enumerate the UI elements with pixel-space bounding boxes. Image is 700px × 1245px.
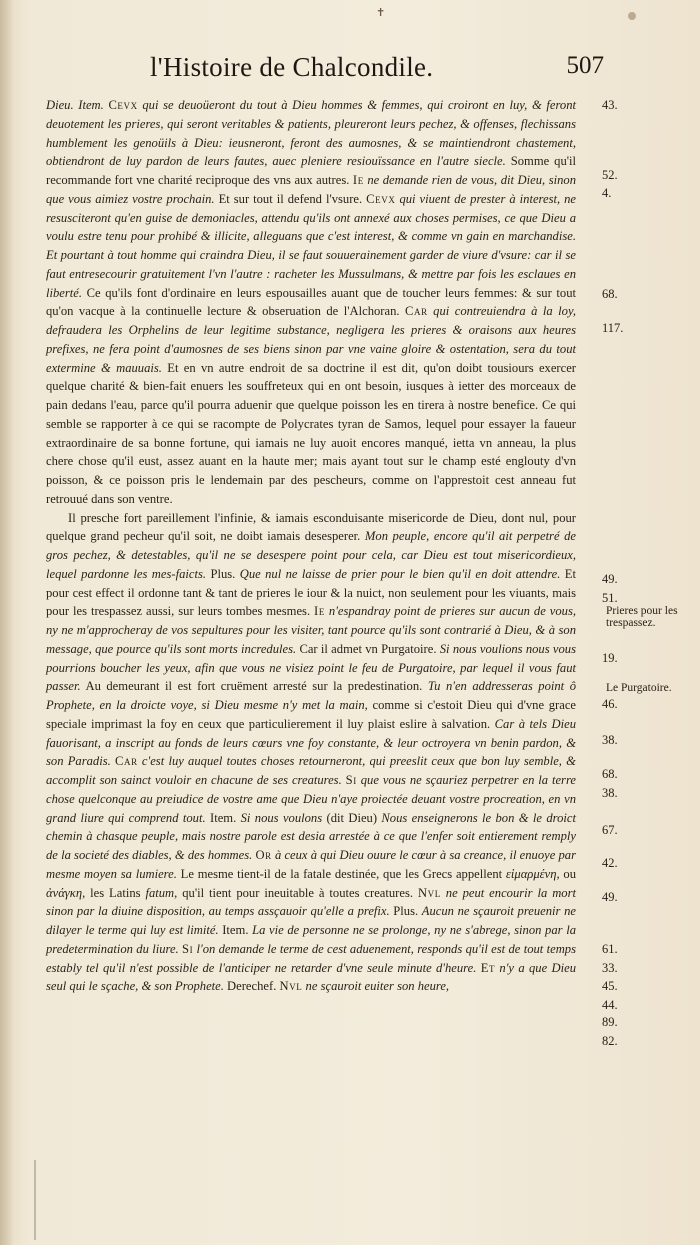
body-paragraph	[46, 509, 576, 997]
margin-reference-number: 33.	[602, 961, 618, 975]
italic-quotation: Mon peuple, encore qu'il ait perpetré de gros pechez, & detestables, qu'il ne se desespere point pour cela, car Dieu est tout misericordieux, lequel pardonne les mes-faicts.	[46, 529, 577, 581]
roman-text: Ce qu'ils font d'ordinaire en leurs espousailles auant que de toucher leurs femmes: & sur tout qu'on vacque à la continuelle lecture & obseruation de l'Alchoran.	[46, 285, 576, 319]
small-caps-word: Nvl	[279, 979, 303, 994]
small-caps-word: Or	[255, 848, 272, 862]
margin-reference-number: 4.	[602, 186, 612, 200]
roman-text: , les Latins	[82, 885, 146, 900]
roman-text: Somme qu'il recommande fort vne charité reciproque des vns aux autres.	[46, 154, 577, 187]
margin-reference-number: 89.	[602, 1015, 618, 1029]
italic-quotation: n'y a que Dieu seul qui le sçache, & son Prophete.	[46, 960, 576, 994]
roman-text: (dit Dieu)	[322, 810, 382, 825]
small-caps-word: Cevx	[108, 98, 138, 112]
margin-reference-number: 49.	[602, 890, 618, 904]
margin-reference-number: 51.	[602, 591, 618, 605]
body-paragraph	[46, 96, 576, 509]
margin-reference-number: 19.	[602, 651, 618, 665]
margin-reference-number: 68.	[602, 767, 618, 781]
italic-quotation: ne peut encourir la mort sinon par la diuine disposition, au temps assçauoir qu'elle a prefix.	[46, 885, 576, 919]
small-caps-word: Nvl	[417, 885, 441, 900]
italic-quotation: n'espandray point de prieres sur aucun de vous, ny ne m'approcheray de vos sepultures pour les visiter, tant pource qu'ils sont contrarié à Dieu, & à son message, que pource qu'ils sont morts incredules.	[46, 604, 576, 656]
roman-text: Le mesme tient-il de la fatale destinée, que les Grecs appellent	[176, 866, 506, 881]
margin-note: Le Purgatoire.	[606, 682, 672, 694]
italic-quotation: que vous ne sçauriez perpetrer en la terre chose quelconque au preiudice de vostre ame que Dieu n'aye proiectée deuant vostre procreation, en vn grand liure qui comprend tout.	[46, 773, 576, 825]
margin-reference-number: 61.	[602, 942, 618, 956]
margin-reference-number: 52.	[602, 168, 618, 182]
roman-text: Item.	[218, 923, 253, 937]
ink-stain	[628, 12, 636, 20]
small-caps-word: Ie	[352, 173, 364, 187]
italic-quotation: Tu n'en addresseras point ô Prophete, en la droicte voye, si Dieu mesme n'y met la main,	[46, 679, 577, 712]
italic-quotation: qui viuent de prester à interest, ne resusciteront qu'en guise de demoniacles, attendu qu'ils ont annexé aux choses permises, ce que Dieu a voulu estre tenu pour prohibé & illicite, alleguans que c'est interest, & comme vn gain en marchandise. Et pourtant à tout homme qui craindra Dieu, il se faut souuerainement garder de viure d'vsure: car il se faut entresecourir gratuitement l'vn l'autre : racheter les Mussulmans, & mettre par fois les esclaues en liberté.	[46, 191, 576, 300]
italic-quotation: Si nous voulions nous vous pourrions boucher les yeux, afin que vous ne visiez point le feu de Purgatoire, par lequel il vous faut passer.	[46, 641, 576, 694]
italic-quotation: εἱμαρμένη	[505, 866, 557, 881]
italic-quotation: La vie de personne ne se prolonge, ny ne s'abrege, sinon par la predetermination du liure.	[46, 923, 576, 956]
roman-text: Plus.	[206, 566, 240, 581]
margin-reference-number: 117.	[602, 321, 624, 335]
margin-reference-number: 45.	[602, 979, 618, 993]
margin-reference-number: 44.	[602, 998, 618, 1012]
roman-text: Et sur tout il defend l'vsure.	[214, 191, 367, 206]
roman-text: comme si c'estoit Dieu qui d'vne grace speciale imprimast la foy en ceux que particulierement il luy plaist eslire à salvation.	[46, 698, 577, 731]
italic-quotation: à ceux à qui Dieu ouure le cœur à sa creance, il enuoye par mesme moyen sa lumiere.	[46, 848, 577, 881]
roman-text: Plus.	[389, 904, 422, 919]
margin-reference-number: 82.	[602, 1034, 618, 1048]
italic-quotation: qui contreuiendra à la loy, defraudera les Orphelins de leur legitime substance, negligera les prieres & oraisons aux heures prefixes, ne fera point d'aumosnes de ses biens sinon par vne vaine gloire & ostentation, sera du tout extermine & mauuais.	[46, 304, 576, 375]
margin-reference-number: 43.	[602, 98, 618, 112]
margin-reference-number: 42.	[602, 856, 618, 870]
margin-reference-number: 38.	[602, 786, 618, 800]
italic-quotation: Si nous voulons	[240, 810, 323, 825]
running-title: l'Histoire de Chalcondile.	[150, 52, 434, 82]
page-edge-mark	[34, 1160, 36, 1240]
roman-text: Et pour cest effect il ordonne tant & tant de prieres le iour & la nuict, non seulement pour les viuants, mais pour les trespassez aussi, sur leurs tombes mesmes.	[46, 566, 576, 619]
italic-quotation: l'on demande le terme de cest aduenement, responds qu'il est de tout temps estably tel qu'il n'est possible de l'anticiper ne retarder d'vne seule minute d'heure.	[46, 941, 576, 975]
small-caps-word: Cevx	[366, 191, 396, 206]
roman-text: Item.	[205, 810, 241, 825]
roman-text: , qu'il tient pour ineuitable à toutes creatures.	[174, 885, 418, 900]
margin-reference-number: 68.	[602, 287, 618, 301]
italic-quotation: qui se deuoüeront du tout à Dieu hommes & femmes, qui croiront en luy, & feront deuotement les prieres, qui seront veritables & patients, pleureront leurs pechez, & offenses, flechissans humblement les genoüils à Dieu: ieusneront, feront des aumosnes, & se maintiendront chastement, obtiendront de luy pardon de leurs fautes, auec pleniere resiouïssance en l'autre siecle.	[46, 98, 576, 169]
roman-text: , ou	[556, 866, 576, 881]
italic-quotation: Aucun ne sçauroit preuenir ne dilayer le terme qui luy est limité.	[46, 904, 576, 937]
small-caps-word: Si	[182, 941, 194, 956]
roman-text: Il presche fort pareillement l'infinie, & iamais esconduisante misericorde de Dieu, dont nul, pour quelque grand pecheur qu'il soit, ne doibt iamais desesperer.	[46, 510, 576, 544]
page-header	[150, 52, 604, 92]
small-caps-word: Et	[480, 960, 496, 975]
italic-quotation: ἀνάγκη	[46, 885, 83, 900]
italic-quotation: ne sçauroit euiter son heure,	[302, 979, 450, 994]
italic-quotation: Que nul ne laisse de prier pour le bien qu'il en doit attendre.	[239, 566, 561, 581]
roman-text: Au demeurant il est fort cruëment arresté sur la predestination.	[80, 679, 428, 694]
margin-reference-number: 67.	[602, 823, 618, 837]
small-caps-word: Car	[405, 304, 428, 319]
italic-quotation: Car à tels Dieu fauorisant, a inscript au fonds de leurs cœurs vne foy constante, & leur octroyera vn benin pardon, & son Paradis.	[46, 716, 577, 769]
italic-quotation: c'est luy auquel toutes choses retourneront, qui preeslit ceux que bon luy semble, & accomplit son sainct vouloir en chacune de ses creatures.	[46, 754, 576, 787]
italic-quotation: Nous enseignerons le bon & le droict chemin à chasque peuple, mais nostre parole est desia arrestée à ce que l'enfer soit entierement remply de la societé des diables, & des hommes.	[46, 810, 576, 862]
corner-mark: ✝	[376, 6, 386, 19]
italic-quotation: Dieu. Item.	[46, 98, 109, 112]
page-number: 507	[566, 52, 604, 79]
margin-reference-number: 38.	[602, 733, 618, 747]
margin-reference-number: 49.	[602, 572, 618, 586]
body-text	[46, 96, 576, 996]
roman-text: Et en vn autre endroit de sa doctrine il est dit, qu'on doibt tousiours exercer quelque charité & bien-fait enuers les souffreteux qui en ont besoin, iusques à ietter des morceaux de pain dedans l'eau, parce qu'il pourra aduenir que quelque poisson les en tirera à nostre benefice. Ce qui semble se rapporter à ce qui se racompte de Polycrates tyran de Samos, lequel pour essayer la faueur extraordinaire de sa bonne fortune, qui iamais ne luy auoit encores manqué, ietta vn anneau, la plus chere chose qu'il eust, assez auant en la haute mer; mais ayant tout sur le champ esté englouty d'vn poisson, & ce poisson pris le lendemain par des pescheurs, comme on l'apprestoit cest anneau fut retrouué dans son ventre.	[46, 360, 576, 506]
italic-quotation: fatum	[145, 885, 175, 900]
margin-note: Prieres pour les trespassez.	[606, 605, 678, 629]
margin-reference-number: 46.	[602, 697, 618, 711]
small-caps-word: Si	[345, 773, 357, 787]
roman-text: Car il admet vn Purgatoire.	[296, 641, 440, 656]
small-caps-word: Car	[115, 754, 138, 769]
roman-text: Derechef.	[223, 979, 280, 994]
page-binding-shadow	[0, 0, 14, 1245]
small-caps-word: Ie	[314, 604, 325, 619]
italic-quotation: ne demande rien de vous, dit Dieu, sinon que vous aimiez vostre prochain.	[46, 173, 576, 206]
